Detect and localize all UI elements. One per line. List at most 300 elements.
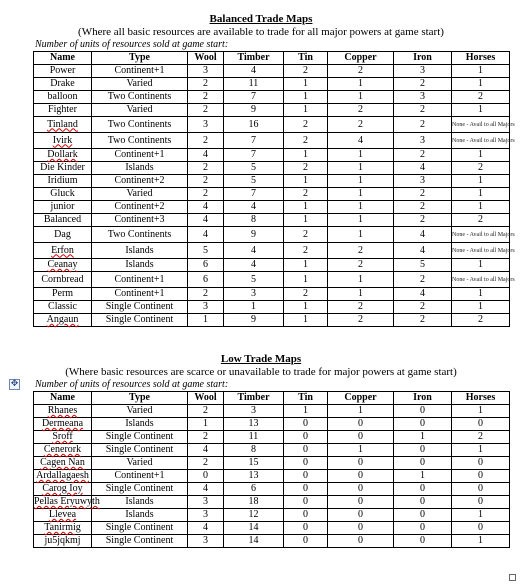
cell-type[interactable]: Varied [92,457,188,470]
column-header-timber: Timber [224,392,284,405]
cell-horses[interactable]: 0 [452,522,510,535]
cell-tin[interactable]: 0 [284,535,328,548]
cell-name[interactable]: Dermeana [34,418,92,431]
cell-wool[interactable]: 1 [188,314,224,327]
cell-tin[interactable]: 2 [284,243,328,259]
cell-horses[interactable]: 1 [452,78,510,91]
cell-wool[interactable]: 1 [188,418,224,431]
cell-wool[interactable]: 2 [188,188,224,201]
column-header-copper: Copper [328,52,394,65]
cell-timber[interactable]: 3 [224,288,284,301]
table-row [34,272,510,288]
cell-horses[interactable]: 0 [452,457,510,470]
cell-iron[interactable]: 2 [394,272,452,288]
cell-wool[interactable]: 6 [188,259,224,272]
cell-horses[interactable]: None - Avail to all Majors [452,243,510,259]
cell-iron[interactable]: 3 [394,65,452,78]
cell-wool[interactable]: 2 [188,288,224,301]
cell-timber[interactable]: 14 [224,522,284,535]
cell-type[interactable]: Continent+2 [92,201,188,214]
cell-timber[interactable]: 1 [224,301,284,314]
cell-horses[interactable]: 1 [452,104,510,117]
cell-type[interactable]: Islands [92,496,188,509]
table-row [34,188,510,201]
cell-name[interactable]: balloon [34,91,92,104]
cell-timber[interactable]: 12 [224,509,284,522]
cell-name[interactable]: ju5jqkmj [34,535,92,548]
cell-horses[interactable]: 1 [452,188,510,201]
cell-timber[interactable]: 8 [224,444,284,457]
column-header-horses: Horses [452,392,510,405]
cell-name[interactable]: Angaun [34,314,92,327]
cell-tin[interactable]: 1 [284,201,328,214]
cell-type[interactable]: Islands [92,243,188,259]
cell-timber[interactable]: 9 [224,104,284,117]
cell-wool[interactable]: 3 [188,496,224,509]
cell-tin[interactable]: 1 [284,259,328,272]
cell-iron[interactable]: 4 [394,227,452,243]
cell-iron[interactable]: 3 [394,175,452,188]
table-row [34,535,510,548]
cell-horses[interactable]: 1 [452,535,510,548]
cell-wool[interactable]: 4 [188,149,224,162]
cell-timber[interactable]: 18 [224,496,284,509]
cell-tin[interactable]: 0 [284,470,328,483]
cell-iron[interactable]: 2 [394,301,452,314]
cell-name[interactable]: Perm [34,288,92,301]
cell-name[interactable]: Fighter [34,104,92,117]
table-row [34,117,510,133]
cell-timber[interactable]: 6 [224,483,284,496]
cell-copper[interactable]: 1 [328,444,394,457]
cell-type[interactable]: Two Continents [92,133,188,149]
cell-copper[interactable]: 1 [328,91,394,104]
cell-wool[interactable]: 2 [188,104,224,117]
cell-horses[interactable]: 2 [452,431,510,444]
cell-type[interactable]: Single Continent [92,522,188,535]
cell-timber[interactable]: 8 [224,214,284,227]
cell-wool[interactable]: 0 [188,470,224,483]
cell-horses[interactable]: 0 [452,418,510,431]
cell-name[interactable]: Classic [34,301,92,314]
cell-horses[interactable]: 2 [452,91,510,104]
cell-type[interactable]: Single Continent [92,314,188,327]
cell-name[interactable]: Balanced [34,214,92,227]
cell-timber[interactable]: 7 [224,149,284,162]
cell-name[interactable]: Cenerork [34,444,92,457]
table-row [34,91,510,104]
table-row [34,65,510,78]
cell-horses[interactable]: None - Avail to all Majors [452,133,510,149]
cell-copper[interactable]: 4 [328,133,394,149]
cell-name[interactable]: Dollark [34,149,92,162]
cell-wool[interactable]: 4 [188,483,224,496]
cell-horses[interactable]: 2 [452,162,510,175]
cell-wool[interactable]: 2 [188,405,224,418]
cell-tin[interactable]: 1 [284,301,328,314]
cell-timber[interactable]: 11 [224,431,284,444]
table-row [34,314,510,327]
cell-name[interactable]: Cornbread [34,272,92,288]
table-row [34,470,510,483]
table-row [34,227,510,243]
section-subtitle: (Where all basic resources are available to trade for all major powers at game start) [78,26,444,38]
cell-name[interactable]: Tanirmig [34,522,92,535]
table-row [34,214,510,227]
cell-tin[interactable]: 0 [284,496,328,509]
cell-tin[interactable]: 0 [284,509,328,522]
table-row [34,201,510,214]
cell-type[interactable]: Islands [92,418,188,431]
cell-wool[interactable]: 3 [188,535,224,548]
cell-tin[interactable]: 2 [284,117,328,133]
cell-timber[interactable]: 5 [224,162,284,175]
table-row [34,301,510,314]
cell-timber[interactable]: 4 [224,65,284,78]
cell-copper[interactable]: 0 [328,522,394,535]
table-row [34,149,510,162]
column-header-type: Type [92,392,188,405]
cell-name[interactable]: Drake [34,78,92,91]
cell-name[interactable]: Ardallagaesh [34,470,92,483]
cell-timber[interactable]: 13 [224,470,284,483]
cell-horses[interactable]: 1 [452,288,510,301]
cell-wool[interactable]: 4 [188,444,224,457]
cell-tin[interactable]: 1 [284,175,328,188]
table-row [34,243,510,259]
cell-iron[interactable]: 4 [394,243,452,259]
column-header-iron: Iron [394,52,452,65]
cell-iron[interactable]: 1 [394,431,452,444]
cell-horses[interactable]: 2 [452,314,510,327]
cell-copper[interactable]: 1 [328,201,394,214]
section-title: Balanced Trade Maps [209,13,313,25]
cell-wool[interactable]: 2 [188,91,224,104]
cell-horses[interactable]: 1 [452,444,510,457]
cell-type[interactable]: Continent+1 [92,470,188,483]
cell-tin[interactable]: 2 [284,65,328,78]
cell-horses[interactable]: None - Avail to all Majors [452,117,510,133]
cell-tin[interactable]: 1 [284,405,328,418]
cell-iron[interactable]: 5 [394,259,452,272]
cell-wool[interactable]: 2 [188,175,224,188]
cell-iron[interactable]: 0 [394,444,452,457]
balanced-trade-table[interactable] [33,51,515,327]
cell-tin[interactable]: 0 [284,522,328,535]
header-row [34,52,510,65]
cell-type[interactable]: Single Continent [92,444,188,457]
cell-tin[interactable]: 0 [284,431,328,444]
cell-type[interactable]: Varied [92,405,188,418]
cell-name[interactable]: Ceanay [34,259,92,272]
cell-timber[interactable]: 3 [224,405,284,418]
resize-handle-icon[interactable] [509,574,516,581]
cell-type[interactable]: Continent+1 [92,272,188,288]
cell-iron[interactable]: 2 [394,314,452,327]
cell-copper[interactable]: 2 [328,301,394,314]
cell-copper[interactable]: 2 [328,117,394,133]
cell-name[interactable]: Iridium [34,175,92,188]
cell-iron[interactable]: 2 [394,201,452,214]
cell-horses[interactable]: 1 [452,259,510,272]
cell-iron[interactable]: 0 [394,509,452,522]
cell-copper[interactable]: 0 [328,509,394,522]
table-row [34,259,510,272]
cell-timber[interactable]: 7 [224,188,284,201]
cell-copper[interactable]: 1 [328,288,394,301]
cell-tin[interactable]: 2 [284,188,328,201]
table-row [34,522,510,535]
cell-horses[interactable]: 1 [452,509,510,522]
cell-horses[interactable]: 1 [452,301,510,314]
cell-tin[interactable]: 1 [284,272,328,288]
table-row [34,509,510,522]
cell-copper[interactable]: 1 [328,405,394,418]
table-row [34,457,510,470]
cell-iron[interactable]: 1 [394,470,452,483]
cell-horses[interactable]: 1 [452,175,510,188]
table-note: Number of units of resources sold at game start: [35,379,229,390]
cell-horses[interactable]: None - Avail to all Majors [452,272,510,288]
cell-type[interactable]: Single Continent [92,535,188,548]
cell-wool[interactable]: 2 [188,457,224,470]
table-row [34,133,510,149]
cell-tin[interactable]: 0 [284,444,328,457]
cell-timber[interactable]: 7 [224,133,284,149]
table-row [34,496,510,509]
cell-copper[interactable]: 2 [328,259,394,272]
table-note: Number of units of resources sold at game start: [35,39,229,50]
cell-type[interactable]: Continent+2 [92,175,188,188]
cell-horses[interactable]: 0 [452,483,510,496]
cell-iron[interactable]: 0 [394,483,452,496]
cell-wool[interactable]: 3 [188,509,224,522]
cell-name[interactable]: junior [34,201,92,214]
cell-timber[interactable]: 5 [224,175,284,188]
cell-copper[interactable]: 1 [328,214,394,227]
cell-type[interactable]: Continent+3 [92,214,188,227]
cell-copper[interactable]: 2 [328,65,394,78]
cell-wool[interactable]: 6 [188,272,224,288]
column-header-wool: Wool [188,392,224,405]
cell-copper[interactable]: 1 [328,149,394,162]
cell-tin[interactable]: 0 [284,483,328,496]
cell-name[interactable]: Die Kinder [34,162,92,175]
cell-timber[interactable]: 14 [224,535,284,548]
cell-timber[interactable]: 9 [224,314,284,327]
cell-type[interactable]: Varied [92,78,188,91]
balanced-trade-section [0,12,522,327]
cell-name[interactable]: Cagen Nan [34,457,92,470]
cell-copper[interactable]: 1 [328,188,394,201]
cell-timber[interactable]: 11 [224,78,284,91]
cell-wool[interactable]: 4 [188,522,224,535]
cell-iron[interactable]: 0 [394,405,452,418]
cell-iron[interactable]: 3 [394,133,452,149]
cell-iron[interactable]: 0 [394,535,452,548]
table-row [34,78,510,91]
cell-wool[interactable]: 4 [188,201,224,214]
cell-wool[interactable]: 5 [188,243,224,259]
table-row [34,288,510,301]
cell-iron[interactable]: 0 [394,496,452,509]
cell-timber[interactable]: 5 [224,272,284,288]
cell-horses[interactable]: 0 [452,496,510,509]
cell-type[interactable]: Islands [92,509,188,522]
cell-timber[interactable]: 7 [224,91,284,104]
cell-horses[interactable]: 1 [452,65,510,78]
cell-wool[interactable]: 2 [188,162,224,175]
cell-timber[interactable]: 4 [224,201,284,214]
cell-copper[interactable]: 1 [328,227,394,243]
cell-copper[interactable]: 2 [328,104,394,117]
cell-type[interactable]: Two Continents [92,117,188,133]
cell-tin[interactable]: 0 [284,457,328,470]
cell-tin[interactable]: 1 [284,314,328,327]
cell-horses[interactable]: 0 [452,470,510,483]
cell-iron[interactable]: 2 [394,188,452,201]
cell-name[interactable]: Pellas Eryuwyth [34,496,100,507]
cell-tin[interactable]: 1 [284,78,328,91]
column-header-wool: Wool [188,52,224,65]
cell-name[interactable]: Llevea [34,509,92,522]
cell-tin[interactable]: 2 [284,133,328,149]
cell-name[interactable]: Rhanes [34,405,92,418]
cell-name[interactable]: Sroff [34,431,92,444]
cell-copper[interactable]: 0 [328,496,394,509]
cell-iron[interactable]: 2 [394,149,452,162]
cell-copper[interactable]: 1 [328,162,394,175]
column-header-copper: Copper [328,392,394,405]
cell-type[interactable]: Two Continents [92,227,188,243]
cell-type[interactable]: Islands [92,162,188,175]
cell-type[interactable]: Single Continent [92,483,188,496]
cell-tin[interactable]: 1 [284,214,328,227]
column-header-name: Name [34,392,92,405]
cell-horses[interactable]: None - Avail to all Majors [452,227,510,243]
column-header-horses: Horses [452,52,510,65]
cell-copper[interactable]: 0 [328,535,394,548]
cell-wool[interactable]: 3 [188,117,224,133]
cell-iron[interactable]: 4 [394,162,452,175]
cell-name[interactable]: Erfon [34,243,92,259]
cell-iron[interactable]: 0 [394,522,452,535]
cell-copper[interactable]: 0 [328,418,394,431]
low-trade-section [0,352,522,548]
cell-copper[interactable]: 1 [328,175,394,188]
cell-copper[interactable]: 2 [328,314,394,327]
section-subtitle: (Where basic resources are scarce or unavailable to trade for major powers at game start) [65,366,457,378]
cell-wool[interactable]: 3 [188,301,224,314]
cell-horses[interactable]: 1 [452,149,510,162]
cell-timber[interactable]: 16 [224,117,284,133]
cell-copper[interactable]: 0 [328,431,394,444]
cell-copper[interactable]: 1 [328,272,394,288]
cell-wool[interactable]: 2 [188,78,224,91]
cell-name[interactable]: Dag [34,227,92,243]
table-row [34,483,510,496]
table-row [34,162,510,175]
cell-type[interactable]: Varied [92,188,188,201]
cell-tin[interactable]: 1 [284,104,328,117]
low-trade-table[interactable] [33,391,510,548]
cell-timber[interactable]: 4 [224,259,284,272]
cell-name[interactable]: Power [34,65,92,78]
column-header-tin: Tin [284,392,328,405]
cell-type[interactable]: Single Continent [92,431,188,444]
cell-iron[interactable]: 2 [394,104,452,117]
cell-copper[interactable]: 1 [328,78,394,91]
cell-iron[interactable]: 0 [394,457,452,470]
move-arrows-icon[interactable]: ✥ [10,379,19,389]
cell-tin[interactable]: 2 [284,227,328,243]
table-row [34,444,510,457]
cell-name[interactable]: Ivirk [34,133,92,149]
cell-copper[interactable]: 0 [328,457,394,470]
cell-wool[interactable]: 4 [188,214,224,227]
column-header-timber: Timber [224,52,284,65]
cell-tin[interactable]: 0 [284,418,328,431]
cell-type[interactable]: Varied [92,104,188,117]
column-header-type: Type [92,52,188,65]
cell-wool[interactable]: 4 [188,227,224,243]
table-row [34,175,510,188]
column-header-name: Name [34,52,92,65]
cell-type[interactable]: Single Continent [92,301,188,314]
cell-iron[interactable]: 2 [394,78,452,91]
header-row [34,392,510,405]
cell-wool[interactable]: 2 [188,133,224,149]
cell-tin[interactable]: 1 [284,91,328,104]
cell-iron[interactable]: 0 [394,418,452,431]
table-row [34,431,510,444]
cell-name[interactable]: Carog Ioy [34,483,92,496]
cell-timber[interactable]: 13 [224,418,284,431]
cell-tin[interactable]: 1 [284,149,328,162]
cell-wool[interactable]: 3 [188,65,224,78]
cell-type[interactable]: Two Continents [92,91,188,104]
cell-name[interactable]: Gluck [34,188,92,201]
cell-wool[interactable]: 2 [188,431,224,444]
column-header-tin: Tin [284,52,328,65]
cell-timber[interactable]: 9 [224,227,284,243]
column-header-iron: Iron [394,392,452,405]
cell-horses[interactable]: 1 [452,201,510,214]
cell-timber[interactable]: 4 [224,243,284,259]
cell-type[interactable]: Continent+1 [92,288,188,301]
table-row [34,104,510,117]
cell-timber[interactable]: 15 [224,457,284,470]
cell-name[interactable]: Tinland [34,117,92,133]
cell-iron[interactable]: 2 [394,214,452,227]
cell-horses[interactable]: 1 [452,405,510,418]
cell-copper[interactable]: 0 [328,483,394,496]
cell-copper[interactable]: 0 [328,470,394,483]
cell-iron[interactable]: 3 [394,91,452,104]
section-title: Low Trade Maps [220,353,302,365]
cell-iron[interactable]: 4 [394,288,452,301]
cell-iron[interactable]: 2 [394,117,452,133]
cell-copper[interactable]: 2 [328,243,394,259]
cell-horses[interactable]: 2 [452,214,510,227]
cell-tin[interactable]: 2 [284,162,328,175]
table-row [34,405,510,418]
table-row [34,418,510,431]
cell-type[interactable]: Continent+1 [92,149,188,162]
cell-tin[interactable]: 2 [284,288,328,301]
cell-type[interactable]: Islands [92,259,188,272]
cell-type[interactable]: Continent+1 [92,65,188,78]
